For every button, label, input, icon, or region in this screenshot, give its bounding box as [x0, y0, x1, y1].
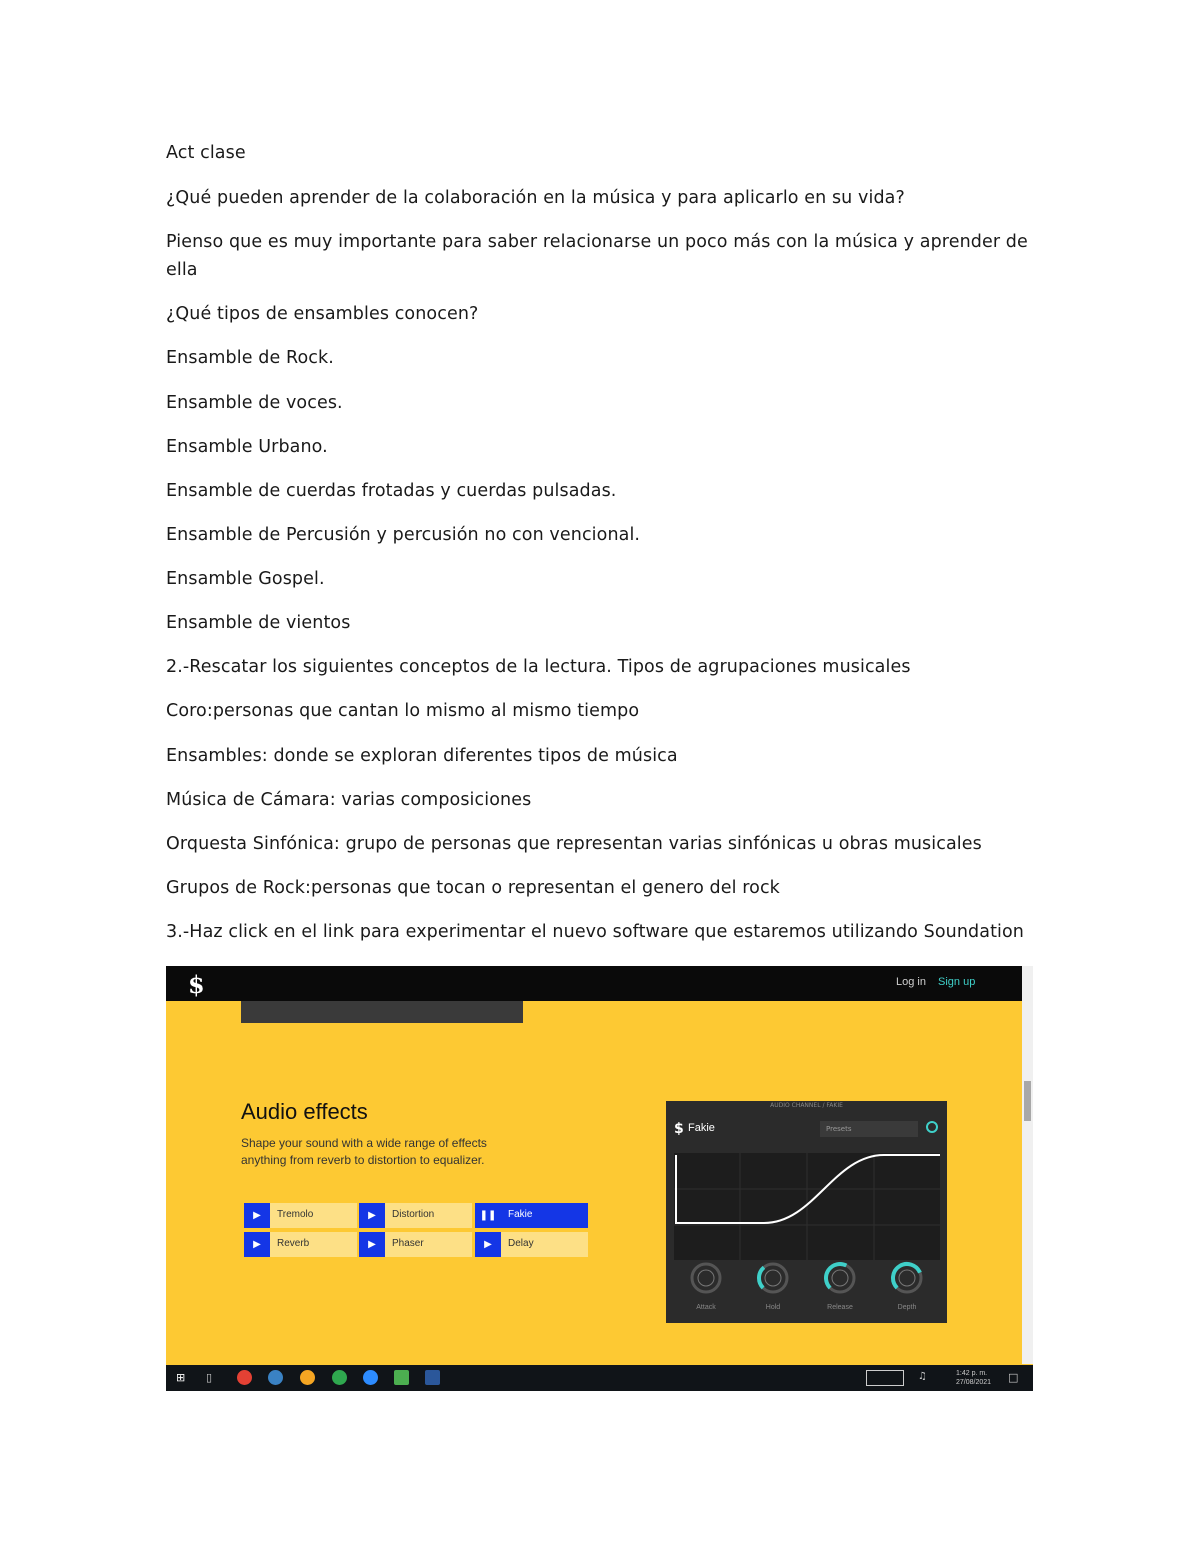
play-icon: ▶: [244, 1232, 270, 1257]
signup-link[interactable]: Sign up: [938, 976, 976, 988]
site-header: [166, 966, 1022, 1001]
chrome-icon[interactable]: [237, 1370, 252, 1385]
doc-line-16: Música de Cámara: varias composiciones: [166, 790, 532, 810]
section-description-1: Shape your sound with a wide range of effects: [241, 1136, 487, 1150]
doc-line-8: Ensamble Urbano.: [166, 437, 328, 457]
doc-line-15: Ensambles: donde se exploran diferentes tipos de música: [166, 746, 678, 766]
login-link[interactable]: Log in: [896, 976, 926, 988]
doc-line-17: Orquesta Sinfónica: grupo de personas que representan varias sinfónicas u obras musicales: [166, 834, 982, 854]
knob-attack-track[interactable]: [692, 1264, 720, 1292]
doc-line-5: ¿Qué tipos de ensambles conocen?: [166, 304, 479, 324]
keyboard-indicator[interactable]: [866, 1370, 904, 1386]
knob-attack-cap: [698, 1270, 714, 1286]
taskbar-time: 1:42 p. m.: [956, 1370, 988, 1377]
app-icon[interactable]: [394, 1370, 409, 1385]
doc-line-4: ella: [166, 260, 198, 280]
word-icon[interactable]: [425, 1370, 440, 1385]
knob-label-attack: Attack: [696, 1304, 716, 1311]
effect-label: Distortion: [392, 1209, 435, 1220]
chrome-active-icon[interactable]: [332, 1370, 347, 1385]
knob-release-cap: [832, 1270, 848, 1286]
play-icon: ▶: [359, 1232, 385, 1257]
knob-release-level: [826, 1264, 846, 1288]
knob-label-release: Release: [827, 1304, 853, 1311]
section-description-2: anything from reverb to distortion to equalizer.: [241, 1153, 485, 1167]
doc-line-12: Ensamble de vientos: [166, 613, 351, 633]
effect-label: Delay: [508, 1238, 534, 1249]
effect-button-reverb[interactable]: [244, 1232, 357, 1257]
scrollbar-thumb[interactable]: [1024, 1081, 1031, 1121]
effect-button-distortion[interactable]: [359, 1203, 472, 1228]
task-view-icon[interactable]: ▯: [206, 1371, 213, 1384]
knob-hold-level: [759, 1267, 764, 1288]
knob-label-depth: Depth: [897, 1304, 917, 1311]
doc-line-9: Ensamble de cuerdas frotadas y cuerdas pulsadas.: [166, 481, 617, 501]
windows-taskbar: [166, 1365, 1033, 1391]
scrollbar[interactable]: [1022, 966, 1033, 1364]
taskbar-date: 27/08/2021: [956, 1379, 992, 1386]
effect-label: Phaser: [392, 1238, 424, 1249]
taskbar-clock[interactable]: [956, 1369, 991, 1387]
knob-row: [666, 1251, 947, 1311]
notifications-icon[interactable]: □: [1008, 1371, 1019, 1384]
doc-line-10: Ensamble de Percusión y percusión no con vencional.: [166, 525, 641, 545]
effect-button-tremolo[interactable]: [244, 1203, 357, 1228]
doc-line-6: Ensamble de Rock.: [166, 348, 334, 368]
doc-line-13: 2.-Rescatar los siguientes conceptos de la lectura. Tipos de agrupaciones musicales: [166, 657, 911, 677]
volume-icon[interactable]: ♫: [918, 1371, 927, 1382]
chrome-profile-icon[interactable]: [300, 1370, 315, 1385]
effect-label: Reverb: [277, 1238, 310, 1249]
doc-line-19: 3.-Haz click en el link para experimentar el nuevo software que estaremos utilizando Soundation: [166, 922, 1025, 942]
header-strip: [241, 1001, 523, 1023]
panel-logo-icon: $: [674, 1121, 684, 1137]
knob-hold-cap: [765, 1270, 781, 1286]
panel-header: AUDIO CHANNEL / FAKIE: [770, 1102, 843, 1109]
embedded-screenshot: [166, 966, 1033, 1391]
preset-select[interactable]: Presets: [820, 1121, 918, 1137]
effect-button-phaser[interactable]: [359, 1232, 472, 1257]
pause-icon: ❚❚: [475, 1203, 501, 1228]
soundation-logo: $: [188, 970, 205, 999]
play-icon: ▶: [244, 1203, 270, 1228]
knob-label-hold: Hold: [765, 1304, 781, 1311]
browser-icon[interactable]: [268, 1370, 283, 1385]
effect-button-fakie[interactable]: [475, 1203, 588, 1228]
doc-line-11: Ensamble Gospel.: [166, 569, 325, 589]
effect-label: Fakie: [508, 1209, 533, 1220]
effect-label: Tremolo: [277, 1209, 314, 1220]
windows-start-icon[interactable]: ⊞: [176, 1371, 186, 1384]
power-icon[interactable]: [926, 1121, 938, 1133]
knob-depth-cap: [899, 1270, 915, 1286]
doc-line-18: Grupos de Rock:personas que tocan o representan el genero del rock: [166, 878, 780, 898]
knob-depth-level: [893, 1264, 920, 1288]
effect-panel: [666, 1101, 947, 1323]
play-icon: ▶: [359, 1203, 385, 1228]
section-title: Audio effects: [241, 1099, 368, 1124]
play-icon: ▶: [475, 1232, 501, 1257]
doc-line-1: Act clase: [166, 143, 246, 163]
envelope-graph: [674, 1153, 940, 1260]
effect-button-delay[interactable]: [475, 1232, 588, 1257]
doc-line-14: Coro:personas que cantan lo mismo al mismo tiempo: [166, 701, 640, 721]
doc-line-7: Ensamble de voces.: [166, 393, 343, 413]
panel-effect-name: Fakie: [688, 1122, 715, 1134]
doc-line-3: Pienso que es muy importante para saber relacionarse un poco más con la música y aprender de: [166, 232, 1028, 252]
zoom-icon[interactable]: [363, 1370, 378, 1385]
envelope-curve-svg: [674, 1153, 940, 1260]
doc-line-2: ¿Qué pueden aprender de la colaboración en la música y para aplicarlo en su vida?: [166, 188, 905, 208]
